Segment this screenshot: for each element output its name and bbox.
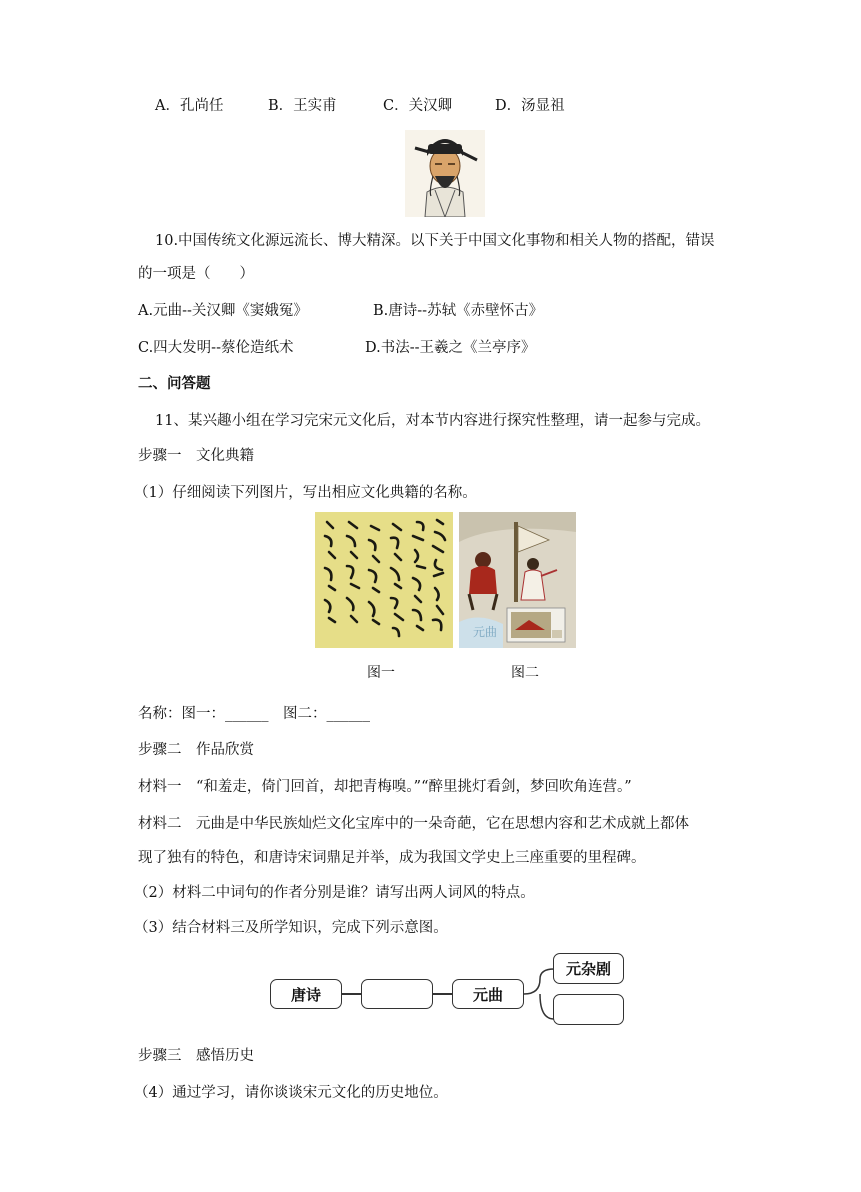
step3-heading: 步骤三 感悟历史 bbox=[138, 1048, 254, 1064]
q10-line1: 10.中国传统文化源远流长、博大精深。以下关于中国文化事物和相关人物的搭配，错误 bbox=[155, 233, 715, 249]
step1-heading: 步骤一 文化典籍 bbox=[138, 448, 254, 464]
diagram-box-blank-2[interactable] bbox=[553, 994, 624, 1025]
connector bbox=[433, 993, 452, 995]
option-c: C．关汉卿 bbox=[383, 98, 453, 114]
option-a: A．孔尚任 bbox=[155, 98, 224, 114]
option-d: D．汤显祖 bbox=[495, 98, 565, 114]
material-1: 材料一 “和羞走，倚门回首，却把青梅嗅。”“醉里挑灯看剑，梦回吹角连营。” bbox=[138, 779, 632, 795]
q10-line2: 的一项是（ ） bbox=[138, 266, 254, 282]
portrait-image bbox=[405, 130, 485, 217]
figure1-caption: 图一 bbox=[367, 665, 395, 681]
q10-option-b: B.唐诗--苏轼《赤壁怀古》 bbox=[373, 303, 544, 319]
diagram-box-zaju: 元杂剧 bbox=[553, 953, 624, 984]
material-2-line1: 材料二 元曲是中华民族灿烂文化宝库中的一朵奇葩，它在思想内容和艺术成就上都体 bbox=[138, 816, 689, 832]
branch-connector bbox=[524, 965, 556, 1029]
section-heading: 二、问答题 bbox=[138, 376, 211, 392]
yuanqu-stamp-image bbox=[459, 512, 576, 648]
q10-option-c: C.四大发明--蔡伦造纸术 bbox=[138, 340, 294, 356]
stamp-title: 元曲 bbox=[473, 625, 498, 639]
q11-intro: 11、某兴趣小组在学习完宋元文化后，对本节内容进行探究性整理，请一起参与完成。 bbox=[155, 413, 710, 429]
name-answer-line: 名称：图一：______ 图二：______ bbox=[138, 706, 370, 722]
option-b: B．王实甫 bbox=[268, 98, 337, 114]
figure2-caption: 图二 bbox=[511, 665, 539, 681]
sub-question-4: （4）通过学习，请你谈谈宋元文化的历史地位。 bbox=[134, 1085, 448, 1101]
diagram-box-tangshi: 唐诗 bbox=[270, 979, 342, 1009]
connector bbox=[342, 993, 361, 995]
sub-question-2: （2）材料二中词句的作者分别是谁？请写出两人词风的特点。 bbox=[134, 885, 535, 901]
sub-question-3: （3）结合材料三及所学知识，完成下列示意图。 bbox=[134, 920, 448, 936]
diagram-box-blank[interactable] bbox=[361, 979, 433, 1009]
sub-question-1: （1）仔细阅读下列图片，写出相应文化典籍的名称。 bbox=[134, 485, 477, 501]
q10-option-d: D.书法--王羲之《兰亭序》 bbox=[365, 340, 536, 356]
diagram-box-yuanqu: 元曲 bbox=[452, 979, 524, 1009]
step2-heading: 步骤二 作品欣赏 bbox=[138, 742, 254, 758]
material-2-line2: 现了独有的特色，和唐诗宋词鼎足并举，成为我国文学史上三座重要的里程碑。 bbox=[138, 850, 646, 866]
q10-option-a: A.元曲--关汉卿《窦娥冤》 bbox=[138, 303, 308, 319]
calligraphy-image bbox=[315, 512, 453, 648]
